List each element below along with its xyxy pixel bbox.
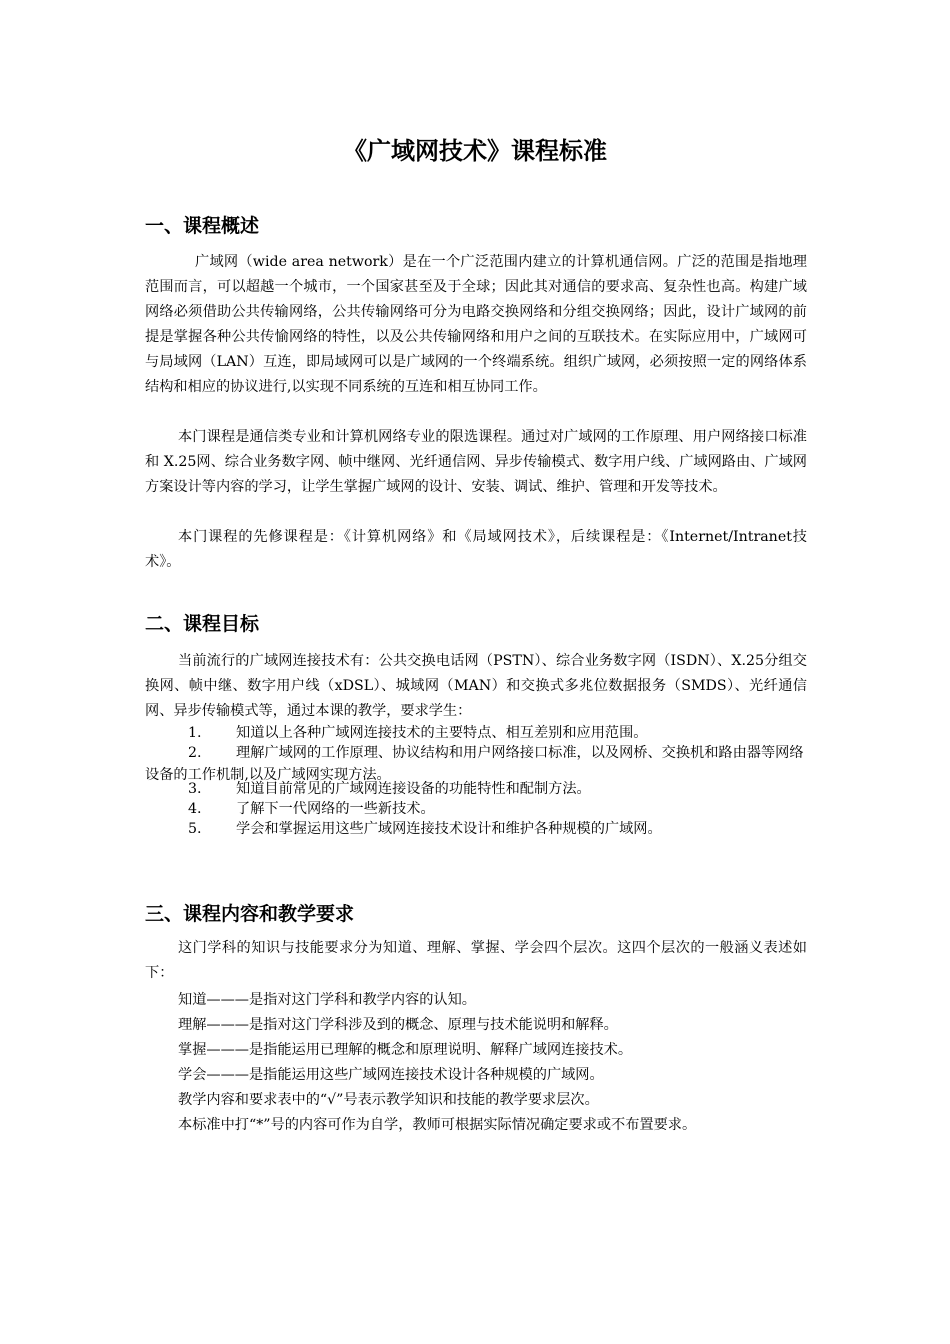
goal-number: 5. xyxy=(188,821,202,837)
level-definition: 学会———是指能运用这些广域网连接技术设计各种规模的广域网。 xyxy=(178,1067,604,1083)
section-heading-goals: 二、课程目标 xyxy=(145,613,260,635)
goal-item xyxy=(145,722,807,744)
goal-number: 2. xyxy=(188,745,202,761)
goal-item xyxy=(145,778,807,800)
goal-item xyxy=(145,798,807,820)
page-title: 《广域网技术》课程标准 xyxy=(343,137,607,165)
self-study-note: 本标准中打“*”号的内容可作为自学，教师可根据实际情况确定要求或不布置要求。 xyxy=(178,1117,697,1133)
section-heading-overview: 一、课程概述 xyxy=(145,215,260,237)
goal-number: 3. xyxy=(188,781,202,797)
goal-text: 知道以上各种广域网连接技术的主要特点、相互差别和应用范围。 xyxy=(236,725,648,741)
content-intro: 这门学科的知识与技能要求分为知道、理解、掌握、学会四个层次。这四个层次的一般涵义表述如下： xyxy=(145,940,807,981)
goal-number: 4. xyxy=(188,801,202,817)
goal-text: 学会和掌握运用这些广域网连接技术设计和维护各种规模的广域网。 xyxy=(236,821,662,837)
level-definition: 知道———是指对这门学科和教学内容的认知。 xyxy=(178,992,476,1008)
section-heading-content: 三、课程内容和教学要求 xyxy=(145,903,355,925)
overview-paragraph-3: 本门课程的先修课程是：《计算机网络》和《局域网技术》，后续课程是：《Internet/Intranet技术》。 xyxy=(145,529,807,570)
overview-paragraph-2: 本门课程是通信类专业和计算机网络专业的限选课程。通过对广域网的工作原理、用户网络接口标准和 X.25网、综合业务数字网、帧中继网、光纤通信网、异步传输模式、数字用户线、广域网路由、广域网方案设计等内容的学习，让学生掌握广域网的设计、安装、调试、维护、管理和开发等技术。 xyxy=(145,429,807,495)
goal-text: 知道目前常见的广域网连接设备的功能特性和配制方法。 xyxy=(236,781,591,797)
overview-paragraph-1: 广域网（wide area network）是在一个广泛范围内建立的计算机通信网。广泛的范围是指地理范围而言，可以超越一个城市，一个国家甚至及于全球；因此其对通信的要求高、复杂性也高。构建广域网络必须借助公共传输网络，公共传输网络可分为电路交换网络和分组交换网络；因此，设计广域网的前提是掌握各种公共传愉网络的特性，以及公共传输网络和用户之间的互联技术。在实际应用中，广域网可与局域网（LAN）互连，即局域网可以是广域网的一个终端系统。组织广域网，必须按照一定的网络体系结构和相应的协议进行,以实现不同系统的互连和相互协同工作。 xyxy=(145,254,807,395)
goals-intro: 当前流行的广域网连接技术有：公共交换电话网（PSTN）、综合业务数字网（ISDN）、X.25分组交换网、帧中继、数字用户线（xDSL）、城域网（MAN）和交换式多兆位数据报务（SMDS）、光纤通信网、异步传输模式等，通过本课的教学，要求学生： xyxy=(145,653,807,719)
goal-number: 1. xyxy=(188,725,202,741)
goal-text: 理解广域网的工作原理、协议结构和用户网络接口标准，以及网桥、交换机和路由器等网络设备的工作机制,以及广域网实现方法。 xyxy=(145,745,804,783)
goal-item xyxy=(145,818,807,840)
goal-text: 了解下一代网络的一些新技术。 xyxy=(236,801,435,817)
level-definition: 掌握———是指能运用已理解的概念和原理说明、解释广域网连接技术。 xyxy=(178,1042,633,1058)
table-note: 教学内容和要求表中的“√”号表示教学知识和技能的教学要求层次。 xyxy=(178,1092,599,1108)
level-definition: 理解———是指对这门学科涉及到的概念、原理与技术能说明和解释。 xyxy=(178,1017,618,1033)
